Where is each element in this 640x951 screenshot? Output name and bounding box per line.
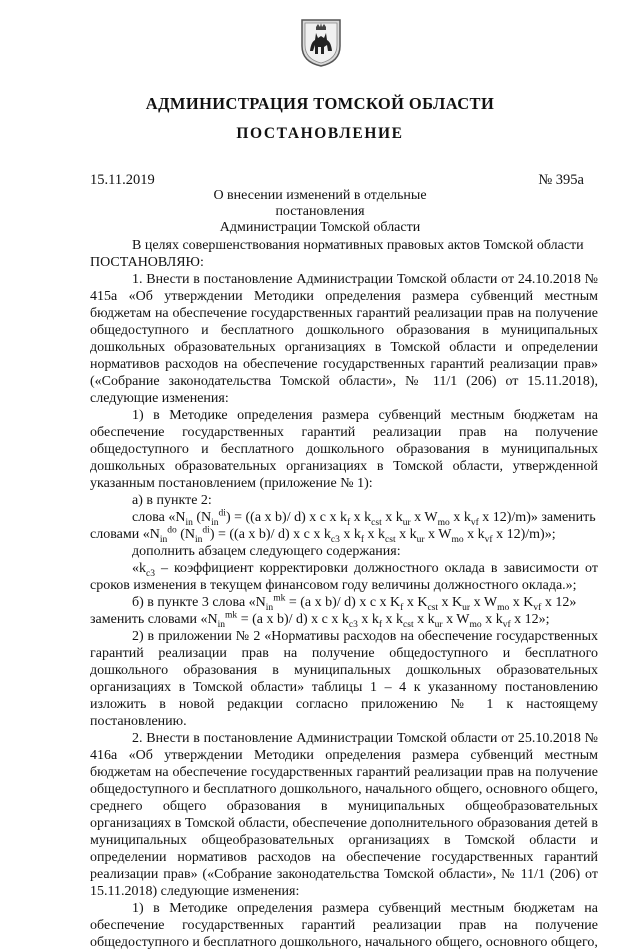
formula-a-old: слова «$N_{in}$ $(N_{in}^{di}) = ((a$ x b)/ d) x c x $k_f$ x $k_{cst}$ x $k_{ur}$ x $W_{mo}$ x $k_{vf}$ x 12)/m)» заменить xyxy=(132,508,596,528)
preamble: В целях совершенствования нормативных правовых актов Томской области xyxy=(132,238,584,253)
item-1-1: 1) в Методике определения размера субвенций местным бюджетам на обеспечение государственных гарантий реализации прав на получение общедоступного и бесплатного дошкольного образования в муниципальных дошкольных образовательных организациях в Томской области, утвержденной указанным постановлением (приложение № 1): xyxy=(90,408,598,491)
item-2: 2. Внести в постановление Администрации Томской области от 25.10.2018 № 416а «Об утверждении Методики определения размера субвенций местным бюджетам на обеспечение государственных гарантий реализации прав на получение общедоступного и бесплатного дошкольного, начального общего, основного общего, среднего общего образования в муниципальных общеобразовательных организациях в Томской области, обеспечение дополнительного образования детей в муниципальных общеобразовательных организациях в Томской области и определении нормативов расходов на обеспечение государственных гарантий реализации прав» («Собрание законодательства Томской области», № 11/1 (206) от 15.11.2018) следующие изменения: xyxy=(90,731,598,899)
item-1: 1. Внести в постановление Администрации Томской области от 24.10.2018 № 415а «Об утверждении Методики определения размера субвенций местным бюджетам на обеспечение государственных гарантий реализации прав на получение общедоступного и бесплатного дошкольного образования в муниципальных дошкольных образовательных организациях в Томской области и определении нормативов расходов на обеспечение государственных гарантий реализации прав» («Собрание законодательства Томской области», № 11/1 (206) от 15.11.2018), следующие изменения: xyxy=(90,272,598,406)
formula-b-old: б) в пункте 3 слова «$N_{in}^{mk} = (a$ x b)/ d) x c x $K_f$ x $K_{cst}$ x $K_{ur}$ x $W_{mo}$ x $K_{vf}$ x 12» xyxy=(132,593,577,613)
decree-word: ПОСТАНОВЛЯЮ: xyxy=(90,255,204,270)
organization-title: АДМИНИСТРАЦИЯ ТОМСКОЙ ОБЛАСТИ xyxy=(145,94,495,113)
item-2-1: 1) в Методике определения размера субвенций местным бюджетам на обеспечение государственных гарантий реализации прав на получение общедоступного и бесплатного дошкольного, начального общего, основного общего, xyxy=(90,901,598,950)
document-type: ПОСТАНОВЛЕНИЕ xyxy=(236,125,404,142)
subject-line: О внесении изменений в отдельные постановления xyxy=(213,188,427,219)
item-1-2: 2) в приложении № 2 «Нормативы расходов на обеспечение государственных гарантий реализации прав на получение общедоступного и бесплатного дошкольного образования в муниципальных дошкольных образовательных организациях в Томской области» таблицы 1 – 4 к указанному постановлению изложить в новой редакции согласно приложению № 1 к настоящему постановлению. xyxy=(90,629,598,729)
subject-line: Администрации Томской области xyxy=(219,220,421,235)
document-number: № 395а xyxy=(538,172,584,188)
document-body xyxy=(90,237,598,951)
item-1-1-a-addition: дополнить абзацем следующего содержания: xyxy=(132,544,401,559)
document-date: 15.11.2019 xyxy=(90,172,155,188)
formula-a-new: словами «$N_{in}^{do}$ $(N_{in}^{di}) = ((a$ x b)/ d) x c x $k_{c3}$ x $k_f$ x $k_{cst}$ x $k_{ur}$ x $W_{mo}$ x $k_{vf}$ x 12)/m)»; xyxy=(90,525,556,545)
document-subject xyxy=(170,188,470,236)
item-1-1-a: а) в пункте 2: xyxy=(132,493,212,508)
kc3-definition: «$k_{c3}$ – коэффициент корректировки должностного оклада в зависимости от сроков изменения в текущем финансовом году величины должностного оклада.»; xyxy=(90,561,598,593)
formula-b-new: заменить словами «$N_{in}^{mk} = (a$ x b)/ d) x c x $k_{c3}$ x $k_f$ x $k_{cst}$ x $k_{ur}$ x $W_{mo}$ x $k_{vf}$ x 12»; xyxy=(90,610,550,630)
tomsk-region-coat-of-arms-icon xyxy=(300,18,342,68)
